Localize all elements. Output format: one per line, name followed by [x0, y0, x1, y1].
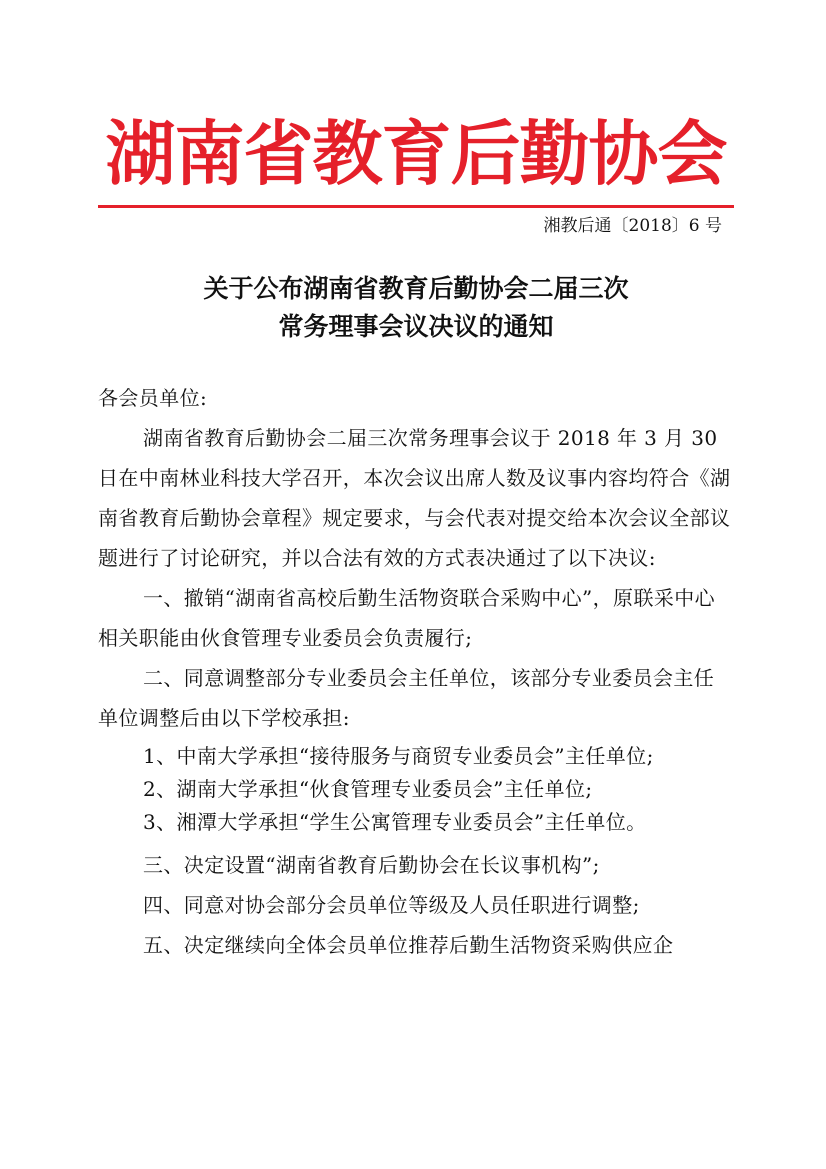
resolution-4: 四、同意对协会部分会员单位等级及人员任职进行调整; — [143, 893, 640, 917]
resolution-5: 五、决定继续向全体会员单位推荐后勤生活物资采购供应企 — [143, 933, 674, 957]
intro-paragraph: 湖南省教育后勤协会二届三次常务理事会议于 2018 年 3 月 30 日在中南林业科技大学召开，本次会议出席人数及议事内容均符合《湖南省教育后勤协会章程》规定要求，与会代表对提交给本次会议全部议题进行了讨论研究，并以合法有效的方式表决通过了以下决议: — [98, 426, 731, 570]
sub-item-3: 3、湘潭大学承担“学生公寓管理专业委员会”主任单位。 — [143, 810, 647, 834]
notice-title — [98, 270, 734, 346]
organization-masthead: 湖南省教育后勤协会 — [105, 113, 727, 195]
resolution-1: 一、撤销“湖南省高校后勤生活物资联合采购中心”，原联采中心相关职能由伙食管理专业委员会负责履行; — [98, 586, 716, 650]
red-divider-line — [98, 205, 734, 208]
resolution-2: 二、同意调整部分专业委员会主任单位，该部分专业委员会主任单位调整后由以下学校承担: — [98, 666, 715, 730]
salutation: 各会员单位: — [98, 386, 208, 410]
resolution-3: 三、决定设置“湖南省教育后勤协会在长议事机构”; — [143, 853, 600, 877]
sub-item-2: 2、湖南大学承担“伙食管理专业委员会”主任单位; — [143, 777, 593, 801]
sub-item-1: 1、中南大学承担“接待服务与商贸专业委员会”主任单位; — [143, 744, 654, 768]
title-line-1: 关于公布湖南省教育后勤协会二届三次 — [203, 274, 629, 303]
title-line-2: 常务理事会议决议的通知 — [278, 312, 554, 341]
notice-body — [98, 378, 734, 965]
document-number: 湘教后通〔2018〕6 号 — [543, 216, 722, 236]
